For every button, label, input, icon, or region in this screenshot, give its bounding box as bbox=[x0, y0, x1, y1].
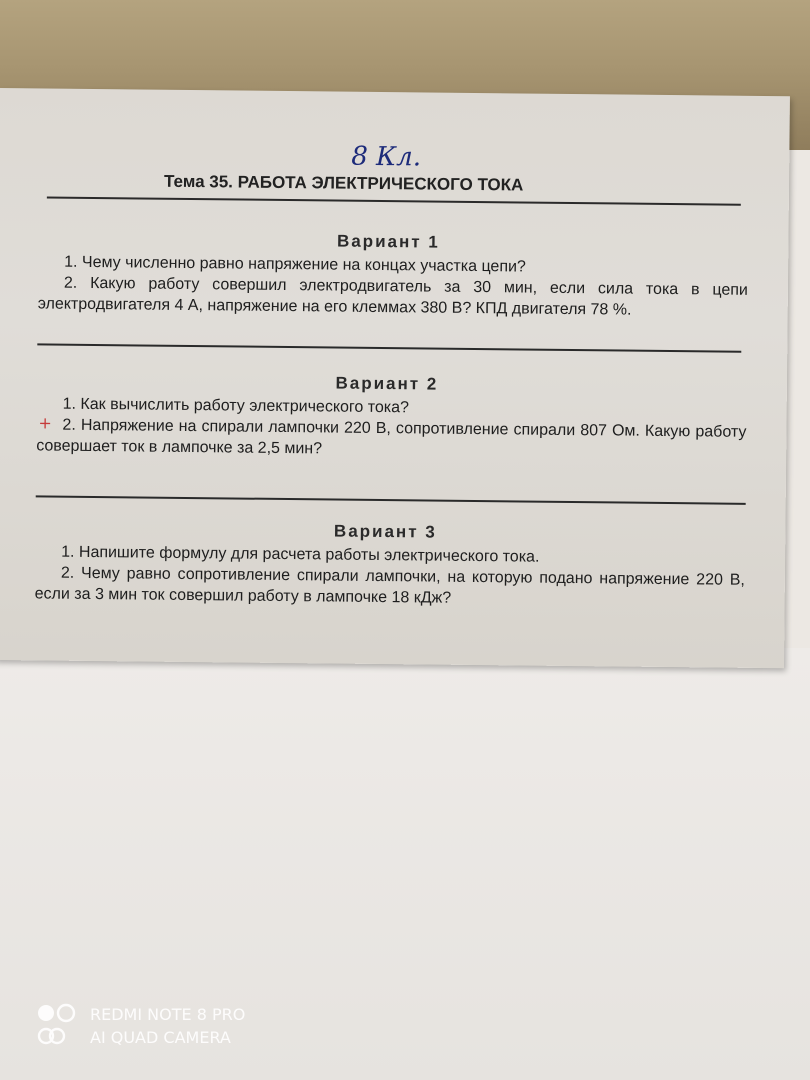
watermark-camera-label: AI QUAD CAMERA bbox=[90, 1028, 231, 1047]
textbook-page bbox=[0, 88, 790, 668]
variant-2-question-2: 2. Напряжение на спирали лампочки 220 В, сопротивление спирали 807 Ом. Какую работу совершает ток в лампочке за 2,5 мин? bbox=[36, 416, 747, 458]
variant-3-question-1: 1. Напишите формулу для расчета работы электрического тока. bbox=[61, 543, 540, 566]
variant-2-question-1: 1. Как вычислить работу электрического тока? bbox=[62, 395, 410, 417]
camera-lens-icon bbox=[36, 1003, 80, 1047]
red-pen-mark: + bbox=[38, 413, 52, 433]
variant-3-question-2: 2. Чему равно сопротивление спирали лампочки, на которую подано напряжение 220 В, если за 3 мин ток совершил работу в лампочке 18 кДж? bbox=[34, 564, 745, 607]
title-divider bbox=[47, 196, 741, 205]
variant-1-question-2: 2. Какую работу совершил электродвигатель за 30 мин, если сила тока в цепи электродвигателя 4 А, напряжение на его клеммах 380 В? КПД двигателя 78 %. bbox=[37, 274, 749, 319]
variant-1-question-1: 1. Чему численно равно напряжение на концах участка цепи? bbox=[64, 253, 526, 276]
variant-3-heading: Вариант 3 bbox=[333, 521, 437, 542]
variant-1-heading: Вариант 1 bbox=[336, 231, 440, 252]
variant-1-divider bbox=[37, 343, 741, 352]
topic-title: Тема 35. РАБОТА ЭЛЕКТРИЧЕСКОГО ТОКА bbox=[163, 171, 524, 195]
handwritten-grade-note: 8 Кл. bbox=[351, 141, 422, 173]
variant-2-heading: Вариант 2 bbox=[335, 373, 439, 394]
variant-2-divider bbox=[36, 495, 746, 504]
watermark-device-name: REDMI NOTE 8 PRO bbox=[90, 1005, 246, 1024]
